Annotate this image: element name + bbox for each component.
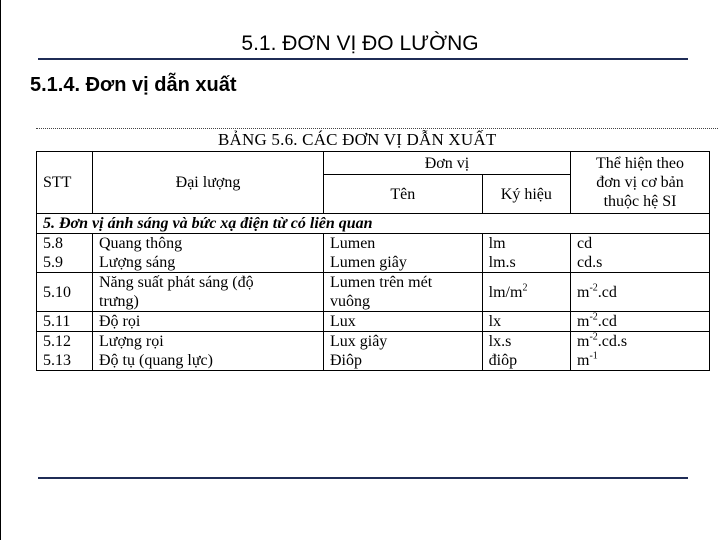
cell-name: Lux <box>323 312 482 332</box>
cell-line: Lumen trên mét <box>329 274 433 291</box>
table-row <box>37 332 710 371</box>
cell-base <box>571 234 710 273</box>
unit-text: .cd.s <box>597 333 628 350</box>
cell-symbol: lx <box>482 312 570 332</box>
derived-units-table <box>36 151 710 371</box>
cell-quantity <box>93 273 324 312</box>
cell-stt <box>37 332 93 371</box>
cell-line: trưng) <box>99 293 139 310</box>
unit-text: m <box>577 283 590 301</box>
table-header-row <box>37 152 710 175</box>
unit-text: .cd <box>597 313 617 330</box>
cell-line <box>577 351 703 370</box>
table-row <box>37 312 710 332</box>
cell-quantity <box>93 332 324 371</box>
header-base-line: đơn vị cơ bản <box>596 174 684 191</box>
cell-symbol <box>482 234 570 273</box>
cell-line: Quang thông <box>99 235 183 252</box>
cell-name <box>323 273 482 312</box>
cell-line: Lượng sáng <box>99 254 176 271</box>
cell-base <box>571 273 710 312</box>
cell-stt <box>37 234 93 273</box>
cell-name <box>323 234 482 273</box>
table-section-row <box>37 214 710 234</box>
dotted-divider <box>36 128 718 129</box>
cell-line: lx.s <box>488 333 512 350</box>
cell-line: Độ tụ (quang lực) <box>99 352 213 369</box>
cell-line: 5.8 <box>43 235 63 252</box>
cell-quantity: Độ rọi <box>93 312 324 332</box>
cell-line: Lượng rọi <box>99 333 164 350</box>
cell-line: cd <box>577 235 593 252</box>
header-symbol: Ký hiệu <box>482 175 570 214</box>
section-heading: 5.1.4. Đơn vị dẫn xuất <box>30 74 237 96</box>
unit-exponent: -2 <box>589 311 598 323</box>
unit-text: m <box>577 313 590 330</box>
cell-line: lm <box>488 235 506 252</box>
cell-line: Lux giây <box>329 333 388 350</box>
cell-base <box>571 312 710 332</box>
cell-line: 5.12 <box>43 333 71 350</box>
cell-base <box>571 332 710 371</box>
cell-line: cd.s <box>577 254 603 271</box>
cell-line: Lumen giây <box>329 254 407 271</box>
table-row <box>37 234 710 273</box>
unit-text: m <box>577 333 590 350</box>
header-stt: STT <box>37 152 93 214</box>
title-underline <box>38 58 688 60</box>
unit-exponent: -2 <box>589 282 598 294</box>
cell-line: Năng suất phát sáng (độ <box>99 274 254 291</box>
unit-text: .cd <box>597 283 617 301</box>
header-name: Tên <box>323 175 482 214</box>
footer-rule <box>38 477 688 479</box>
header-unit: Đơn vị <box>323 152 570 175</box>
cell-line: điôp <box>488 352 518 369</box>
cell-stt: 5.11 <box>37 312 93 332</box>
unit-exponent: -1 <box>589 350 598 362</box>
unit-exponent: 2 <box>522 282 528 294</box>
cell-line: vuông <box>329 293 370 310</box>
unit-text: lm/m <box>488 283 523 301</box>
slide-border <box>0 0 1 540</box>
cell-line: 5.13 <box>43 352 71 369</box>
header-base-line: Thể hiện theo <box>596 155 684 172</box>
cell-stt: 5.10 <box>37 273 93 312</box>
unit-exponent: -2 <box>589 331 598 343</box>
cell-symbol <box>482 273 570 312</box>
header-base-units <box>571 152 710 214</box>
unit-text: m <box>577 352 590 369</box>
cell-line: Lumen <box>329 235 376 252</box>
section-label: 5. Đơn vị ánh sáng và bức xạ điện từ có liên quan <box>37 214 710 234</box>
cell-line: 5.9 <box>43 254 63 271</box>
cell-quantity <box>93 234 324 273</box>
header-base-line: thuộc hệ SI <box>603 193 677 210</box>
slide-title: 5.1. ĐƠN VỊ ĐO LƯỜNG <box>241 32 479 55</box>
cell-line: Điôp <box>329 352 362 369</box>
table-caption: BẢNG 5.6. CÁC ĐƠN VỊ DẪN XUẤT <box>218 130 497 149</box>
cell-line: lm.s <box>488 254 516 271</box>
cell-name <box>323 332 482 371</box>
cell-symbol <box>482 332 570 371</box>
table-row <box>37 273 710 312</box>
header-quantity: Đại lượng <box>93 152 324 214</box>
cell-line <box>577 332 703 351</box>
